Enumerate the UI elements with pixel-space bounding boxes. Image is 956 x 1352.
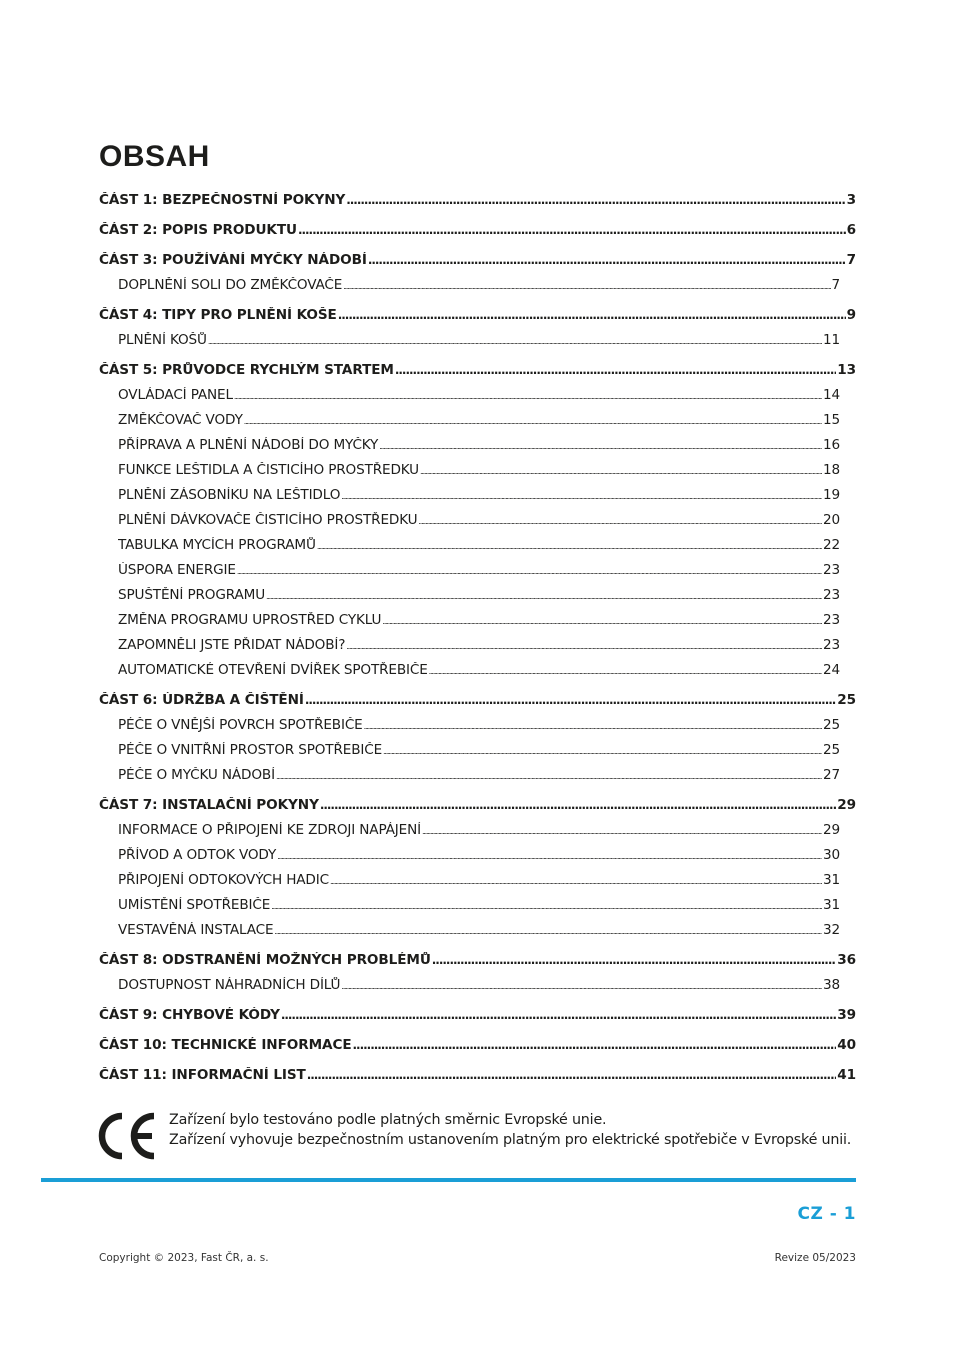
toc-subsection[interactable] <box>118 767 840 783</box>
toc-entry-title: ČÁST 7: INSTALAČNÍ POKYNY <box>99 797 319 813</box>
toc-leader-dots <box>346 639 822 653</box>
toc-entry-page: 29 <box>823 822 840 838</box>
toc-entry-title: ČÁST 5: PRŮVODCE RYCHLÝM STARTEM <box>99 362 394 378</box>
page-number: CZ - 1 <box>797 1204 856 1224</box>
toc-entry-title: ČÁST 1: BEZPEČNOSTNÍ POKYNY <box>99 192 346 208</box>
toc-leader-dots <box>320 799 836 813</box>
revision: Revize 05/2023 <box>774 1252 856 1264</box>
toc-entry-page: 24 <box>823 662 840 678</box>
toc-entry-page: 30 <box>823 847 840 863</box>
toc-entry-title: ZAPOMNĚLI JSTE PŘIDAT NÁDOBÍ? <box>118 637 346 653</box>
toc-entry-page: 23 <box>823 587 840 603</box>
toc-leader-dots <box>305 694 836 708</box>
toc-entry-title: ČÁST 4: TIPY PRO PLNĚNÍ KOŠE <box>99 307 337 323</box>
toc-entry-title: ČÁST 8: ODSTRANĚNÍ MOŽNÝCH PROBLÉMŮ <box>99 952 431 968</box>
toc-entry-title: AUTOMATICKÉ OTEVŘENÍ DVÍŘEK SPOTŘEBIČE <box>118 662 428 678</box>
toc-entry-title: PLNĚNÍ DÁVKOVAČE ČISTICÍHO PROSTŘEDKU <box>118 512 418 528</box>
toc-entry-page: 23 <box>823 637 840 653</box>
toc-subsection[interactable] <box>118 277 840 293</box>
toc-leader-dots <box>208 334 822 348</box>
toc-leader-dots <box>379 439 822 453</box>
toc-leader-dots <box>281 1009 836 1023</box>
toc-section[interactable] <box>99 692 856 708</box>
toc-entry-page: 31 <box>823 897 840 913</box>
toc-leader-dots <box>432 954 837 968</box>
toc-leader-dots <box>353 1039 837 1053</box>
toc-leader-dots <box>382 614 822 628</box>
toc-leader-dots <box>341 979 822 993</box>
toc-section[interactable] <box>99 1007 856 1023</box>
toc-entry-title: PÉČE O VNĚJŠÍ POVRCH SPOTŘEBIČE <box>118 717 363 733</box>
toc-entry-title: ÚSPORA ENERGIE <box>118 562 236 578</box>
page-title: OBSAH <box>99 140 210 173</box>
toc-subsection[interactable] <box>118 612 840 628</box>
toc-leader-dots <box>341 489 822 503</box>
toc-entry-page: 18 <box>823 462 840 478</box>
ce-notice <box>169 1110 851 1150</box>
toc-subsection[interactable] <box>118 512 840 528</box>
toc-leader-dots <box>298 224 846 238</box>
ce-notice-line-2: Zařízení vyhovuje bezpečnostním ustanovením platným pro elektrické spotřebiče v Evropské unii. <box>169 1132 852 1148</box>
toc-leader-dots <box>429 664 822 678</box>
toc-leader-dots <box>383 744 822 758</box>
toc-subsection[interactable] <box>118 662 840 678</box>
toc-entry-title: TABULKA MYCÍCH PROGRAMŮ <box>118 537 316 553</box>
toc-section[interactable] <box>99 1037 856 1053</box>
toc-subsection[interactable] <box>118 537 840 553</box>
toc-section[interactable] <box>99 362 856 378</box>
toc-subsection[interactable] <box>118 487 840 503</box>
toc-leader-dots <box>395 364 836 378</box>
toc-leader-dots <box>330 874 822 888</box>
toc-entry-page: 14 <box>823 387 840 403</box>
toc-section[interactable] <box>99 307 856 323</box>
toc-entry-page: 6 <box>846 222 856 238</box>
toc-entry-title: VESTAVĚNÁ INSTALACE <box>118 922 274 938</box>
toc-entry-page: 22 <box>823 537 840 553</box>
toc-subsection[interactable] <box>118 562 840 578</box>
toc-subsection[interactable] <box>118 822 840 838</box>
toc-entry-title: ČÁST 10: TECHNICKÉ INFORMACE <box>99 1037 352 1053</box>
toc-entry-page: 31 <box>823 872 840 888</box>
toc-entry-page: 29 <box>837 797 856 813</box>
toc-entry-title: PÉČE O MYČKU NÁDOBÍ <box>118 767 275 783</box>
toc-subsection[interactable] <box>118 922 840 938</box>
toc-leader-dots <box>338 309 846 323</box>
toc-subsection[interactable] <box>118 412 840 428</box>
toc-leader-dots <box>420 464 822 478</box>
ce-mark-icon <box>98 1112 160 1160</box>
toc-leader-dots <box>343 279 830 293</box>
toc-entry-title: OVLÁDACÍ PANEL <box>118 387 233 403</box>
toc-section[interactable] <box>99 797 856 813</box>
toc-entry-title: ZMĚNA PROGRAMU UPROSTŘED CYKLU <box>118 612 382 628</box>
toc-subsection[interactable] <box>118 872 840 888</box>
toc-leader-dots <box>418 514 822 528</box>
toc-entry-title: PŘIPOJENÍ ODTOKOVÝCH HADIC <box>118 872 329 888</box>
toc-entry-title: DOPLNĚNÍ SOLI DO ZMĚKČOVAČE <box>118 277 343 293</box>
toc-subsection[interactable] <box>118 587 840 603</box>
toc-leader-dots <box>317 539 822 553</box>
toc-subsection[interactable] <box>118 462 840 478</box>
toc-entry-page: 7 <box>846 252 856 268</box>
toc-section[interactable] <box>99 192 856 208</box>
toc-section[interactable] <box>99 252 856 268</box>
toc-subsection[interactable] <box>118 387 840 403</box>
toc-entry-title: PLNĚNÍ ZÁSOBNÍKU NA LEŠTIDLO <box>118 487 341 503</box>
toc-leader-dots <box>244 414 822 428</box>
toc-entry-page: 25 <box>837 692 856 708</box>
toc-subsection[interactable] <box>118 897 840 913</box>
toc-entry-title: UMÍSTĚNÍ SPOTŘEBIČE <box>118 897 271 913</box>
toc-entry-page: 41 <box>837 1067 856 1083</box>
toc-leader-dots <box>277 849 822 863</box>
toc-entry-title: DOSTUPNOST NÁHRADNÍCH DÍLŮ <box>118 977 341 993</box>
toc-leader-dots <box>271 899 822 913</box>
toc-entry-page: 27 <box>823 767 840 783</box>
toc-entry-page: 32 <box>823 922 840 938</box>
toc-entry-page: 25 <box>823 742 840 758</box>
toc-entry-page: 9 <box>846 307 856 323</box>
toc-leader-dots <box>368 254 846 268</box>
toc-entry-page: 23 <box>823 612 840 628</box>
toc-entry-title: PŘÍVOD A ODTOK VODY <box>118 847 277 863</box>
ce-notice-line-1: Zařízení bylo testováno podle platných směrnic Evropské unie. <box>169 1112 607 1128</box>
toc-leader-dots <box>276 769 822 783</box>
toc-entry-title: PŘÍPRAVA A PLNĚNÍ NÁDOBÍ DO MYČKY <box>118 437 379 453</box>
toc-entry-page: 39 <box>837 1007 856 1023</box>
toc-entry-page: 19 <box>823 487 840 503</box>
toc-leader-dots <box>346 194 845 208</box>
toc-leader-dots <box>364 719 822 733</box>
toc-entry-title: PLNĚNÍ KOŠŮ <box>118 332 207 348</box>
toc-entry-page: 13 <box>837 362 856 378</box>
toc-section[interactable] <box>99 1067 856 1083</box>
toc-entry-page: 7 <box>831 277 840 293</box>
toc-subsection[interactable] <box>118 847 840 863</box>
toc-subsection[interactable] <box>118 977 840 993</box>
toc-entry-page: 36 <box>837 952 856 968</box>
toc-entry-page: 25 <box>823 717 840 733</box>
toc-entry-page: 20 <box>823 512 840 528</box>
toc-entry-page: 23 <box>823 562 840 578</box>
toc-leader-dots <box>274 924 822 938</box>
toc-entry-page: 11 <box>823 332 840 348</box>
toc-entry-title: INFORMACE O PŘIPOJENÍ KE ZDROJI NAPÁJENÍ <box>118 822 421 838</box>
toc-leader-dots <box>237 564 822 578</box>
toc-section[interactable] <box>99 222 856 238</box>
toc-entry-title: ČÁST 6: ÚDRŽBA A ČIŠTĚNÍ <box>99 692 304 708</box>
toc-leader-dots <box>307 1069 837 1083</box>
toc-entry-title: ČÁST 2: POPIS PRODUKTU <box>99 222 297 238</box>
toc-subsection[interactable] <box>118 742 840 758</box>
toc-subsection[interactable] <box>118 332 840 348</box>
toc-entry-title: ČÁST 9: CHYBOVÉ KÓDY <box>99 1007 280 1023</box>
toc-subsection[interactable] <box>118 717 840 733</box>
toc-leader-dots <box>234 389 822 403</box>
toc-subsection[interactable] <box>118 437 840 453</box>
toc-section[interactable] <box>99 952 856 968</box>
toc-entry-page: 40 <box>837 1037 856 1053</box>
toc-entry-page: 16 <box>823 437 840 453</box>
toc-entry-title: ČÁST 3: POUŽÍVÁNÍ MYČKY NÁDOBÍ <box>99 252 367 268</box>
footer-divider <box>41 1178 856 1182</box>
toc-entry-title: ZMĚKČOVAČ VODY <box>118 412 243 428</box>
toc-entry-page: 15 <box>823 412 840 428</box>
copyright: Copyright © 2023, Fast ČR, a. s. <box>99 1252 269 1264</box>
toc-entry-title: ČÁST 11: INFORMAČNÍ LIST <box>99 1067 306 1083</box>
toc-entry-title: SPUŠTĚNÍ PROGRAMU <box>118 587 265 603</box>
toc-leader-dots <box>422 824 822 838</box>
toc-entry-title: FUNKCE LEŠTIDLA A ČISTICÍHO PROSTŘEDKU <box>118 462 419 478</box>
toc-entry-page: 38 <box>823 977 840 993</box>
toc-entry-page: 3 <box>846 192 856 208</box>
toc-entry-title: PÉČE O VNITŘNÍ PROSTOR SPOTŘEBIČE <box>118 742 383 758</box>
toc-leader-dots <box>266 589 822 603</box>
toc-subsection[interactable] <box>118 637 840 653</box>
